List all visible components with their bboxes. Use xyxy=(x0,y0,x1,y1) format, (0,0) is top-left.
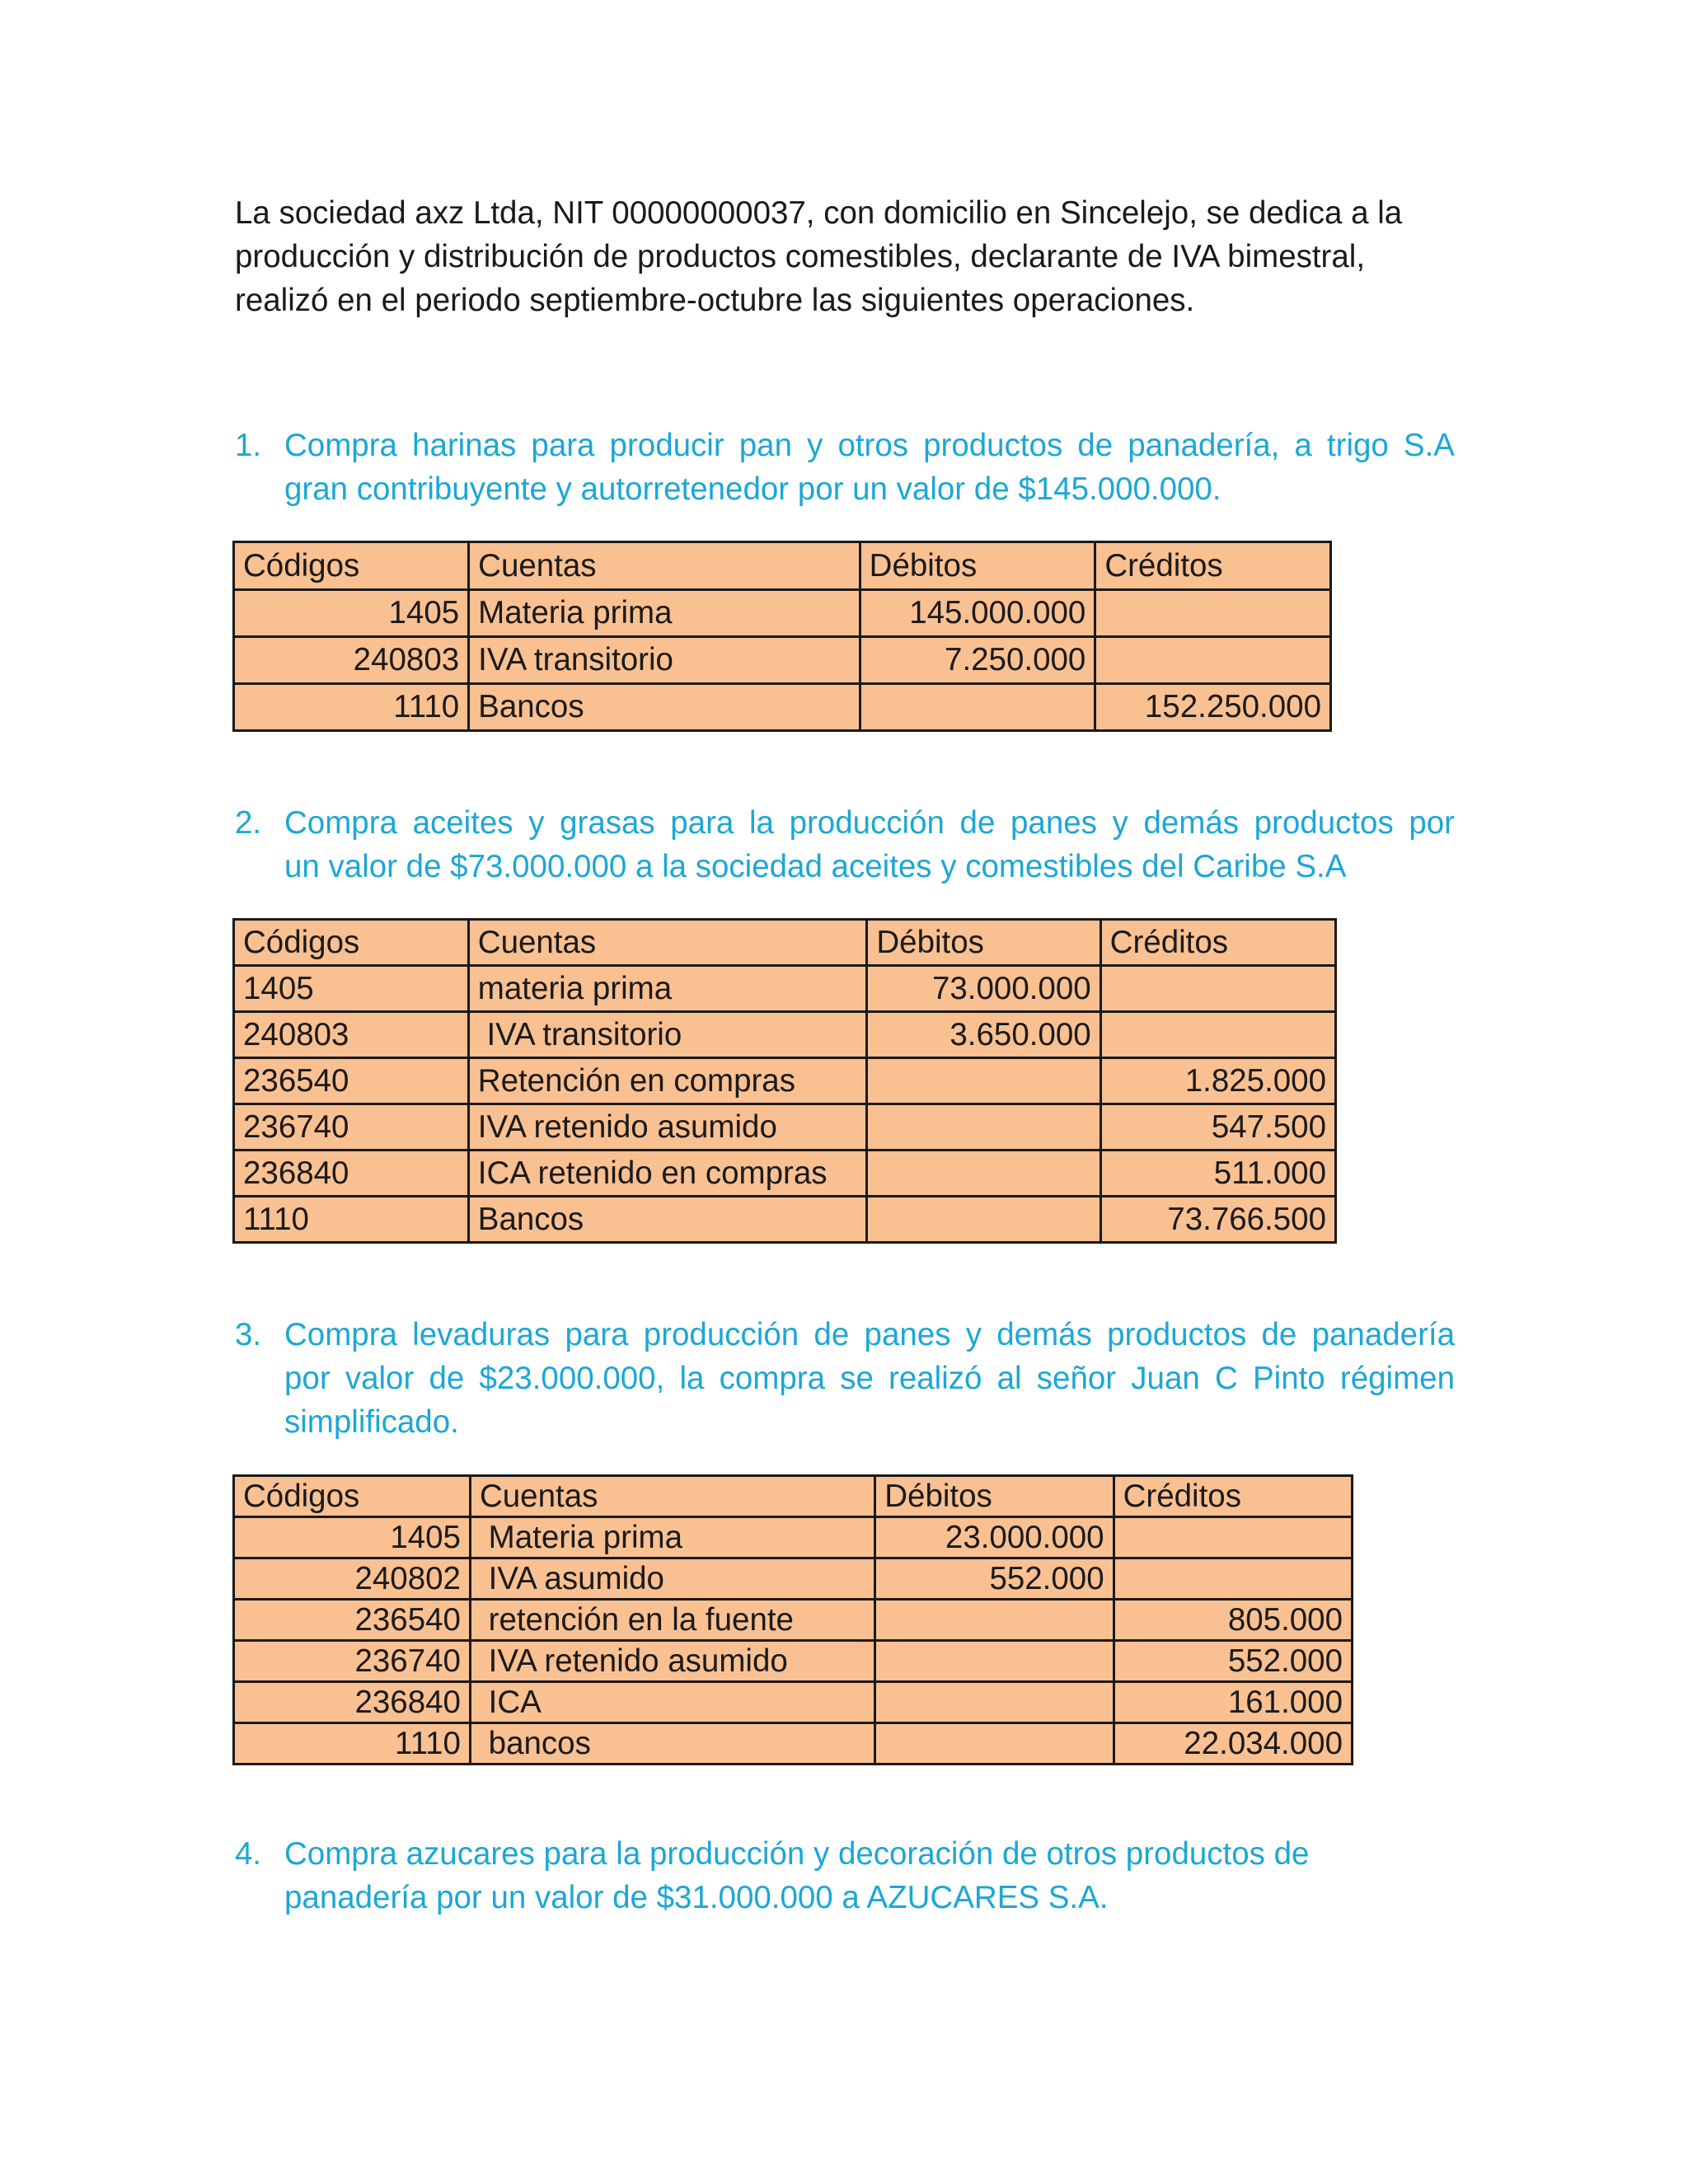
ledger-table-3 xyxy=(232,1474,1353,1765)
list-text xyxy=(284,1832,1455,1919)
list-number: 2. xyxy=(235,805,262,841)
intro-paragraph xyxy=(235,191,1463,322)
intro-line: La sociedad axz Ltda, NIT 00000000037, con domicilio en Sincelejo, se dedica a la xyxy=(235,195,1403,231)
debit-cell: 145.000.000 xyxy=(860,590,1095,637)
credit-cell: 805.000 xyxy=(1114,1600,1352,1641)
debit-cell: 552.000 xyxy=(875,1558,1114,1600)
credit-cell xyxy=(1095,637,1331,684)
debit-cell xyxy=(867,1104,1100,1151)
table-row xyxy=(234,1682,1353,1723)
table-header-row xyxy=(234,1476,1353,1517)
list-item-3 xyxy=(235,1313,1455,1444)
table-row xyxy=(234,1058,1336,1104)
header-cell: Débitos xyxy=(867,920,1100,966)
credit-cell: 22.034.000 xyxy=(1114,1723,1352,1765)
ledger-table-1 xyxy=(232,541,1332,732)
table-row xyxy=(234,1641,1353,1682)
code-cell: 236540 xyxy=(234,1058,469,1104)
code-cell: 236840 xyxy=(234,1682,471,1723)
debit-cell: 3.650.000 xyxy=(867,1012,1100,1058)
list-text-line: gran contribuyente y autorretenedor por un valor de $145.000.000. xyxy=(284,471,1221,507)
credit-cell: 152.250.000 xyxy=(1095,684,1331,731)
header-cell: Créditos xyxy=(1100,920,1335,966)
account-cell: IVA retenido asumido xyxy=(468,1104,867,1151)
list-text-line: Compra levaduras para producción de panes y demás productos de panadería xyxy=(284,1317,1455,1352)
credit-cell xyxy=(1114,1558,1352,1600)
code-cell: 1110 xyxy=(234,1723,471,1765)
list-text-line: por valor de $23.000.000, la compra se realizó al señor Juan C Pinto régimen xyxy=(284,1361,1455,1396)
table-row xyxy=(234,1600,1353,1641)
table-row xyxy=(234,590,1331,637)
table-row xyxy=(234,1104,1336,1151)
list-text-line: Compra azucares para la producción y decoración de otros productos de xyxy=(284,1836,1310,1872)
list-text-line: un valor de $73.000.000 a la sociedad aceites y comestibles del Caribe S.A xyxy=(284,849,1347,884)
list-text-line: Compra aceites y grasas para la producción de panes y demás productos por xyxy=(284,805,1455,841)
table-row xyxy=(234,966,1336,1012)
account-cell: retención en la fuente xyxy=(470,1600,874,1641)
credit-cell: 547.500 xyxy=(1100,1104,1335,1151)
credit-cell xyxy=(1100,1012,1335,1058)
table-header-row xyxy=(234,920,1336,966)
debit-cell xyxy=(875,1641,1114,1682)
table-row xyxy=(234,1517,1353,1558)
account-cell: bancos xyxy=(470,1723,874,1765)
list-number: 4. xyxy=(235,1836,262,1872)
account-cell: Materia prima xyxy=(469,590,860,637)
code-cell: 240803 xyxy=(234,637,469,684)
account-cell: Bancos xyxy=(469,684,860,731)
code-cell: 1110 xyxy=(234,684,469,731)
list-text xyxy=(284,801,1455,888)
header-cell: Débitos xyxy=(875,1476,1114,1517)
list-item-2 xyxy=(235,801,1455,888)
code-cell: 1405 xyxy=(234,590,469,637)
debit-cell xyxy=(867,1151,1100,1197)
account-cell: Retención en compras xyxy=(468,1058,867,1104)
list-text xyxy=(284,1313,1455,1444)
header-cell: Cuentas xyxy=(469,542,860,590)
debit-cell xyxy=(875,1723,1114,1765)
table-row xyxy=(234,637,1331,684)
account-cell: IVA transitorio xyxy=(468,1012,867,1058)
credit-cell: 161.000 xyxy=(1114,1682,1352,1723)
code-cell: 236740 xyxy=(234,1104,469,1151)
table-row xyxy=(234,1012,1336,1058)
credit-cell: 73.766.500 xyxy=(1100,1197,1335,1243)
account-cell: IVA asumido xyxy=(470,1558,874,1600)
account-cell: ICA retenido en compras xyxy=(468,1151,867,1197)
list-item-4 xyxy=(235,1832,1455,1919)
code-cell: 1405 xyxy=(234,966,469,1012)
debit-cell: 73.000.000 xyxy=(867,966,1100,1012)
code-cell: 236540 xyxy=(234,1600,471,1641)
header-cell: Créditos xyxy=(1114,1476,1352,1517)
list-text-line: Compra harinas para producir pan y otros productos de panadería, a trigo S.A xyxy=(284,428,1455,463)
header-cell: Cuentas xyxy=(468,920,867,966)
header-cell: Códigos xyxy=(234,920,469,966)
ledger-table-2 xyxy=(232,918,1337,1244)
debit-cell: 7.250.000 xyxy=(860,637,1095,684)
account-cell: Materia prima xyxy=(470,1517,874,1558)
table-row xyxy=(234,684,1331,731)
code-cell: 240802 xyxy=(234,1558,471,1600)
list-text-line: simplificado. xyxy=(284,1404,459,1440)
debit-cell xyxy=(860,684,1095,731)
account-cell: materia prima xyxy=(468,966,867,1012)
credit-cell: 1.825.000 xyxy=(1100,1058,1335,1104)
credit-cell: 552.000 xyxy=(1114,1641,1352,1682)
code-cell: 240803 xyxy=(234,1012,469,1058)
code-cell: 1110 xyxy=(234,1197,469,1243)
account-cell: IVA retenido asumido xyxy=(470,1641,874,1682)
debit-cell xyxy=(867,1058,1100,1104)
header-cell: Débitos xyxy=(860,542,1095,590)
credit-cell xyxy=(1095,590,1331,637)
header-cell: Códigos xyxy=(234,1476,471,1517)
credit-cell xyxy=(1114,1517,1352,1558)
debit-cell xyxy=(875,1600,1114,1641)
table-row xyxy=(234,1197,1336,1243)
code-cell: 236840 xyxy=(234,1151,469,1197)
intro-line: producción y distribución de productos comestibles, declarante de IVA bimestral, xyxy=(235,239,1366,274)
account-cell: Bancos xyxy=(468,1197,867,1243)
list-number: 1. xyxy=(235,428,262,463)
account-cell: ICA xyxy=(470,1682,874,1723)
credit-cell xyxy=(1100,966,1335,1012)
intro-line: realizó en el periodo septiembre-octubre las siguientes operaciones. xyxy=(235,283,1195,318)
list-item-1 xyxy=(235,424,1455,511)
table-row xyxy=(234,1151,1336,1197)
debit-cell xyxy=(875,1682,1114,1723)
debit-cell xyxy=(867,1197,1100,1243)
code-cell: 1405 xyxy=(234,1517,471,1558)
account-cell: IVA transitorio xyxy=(469,637,860,684)
credit-cell: 511.000 xyxy=(1100,1151,1335,1197)
list-number: 3. xyxy=(235,1317,262,1352)
list-text xyxy=(284,424,1455,511)
table-row xyxy=(234,1723,1353,1765)
table-header-row xyxy=(234,542,1331,590)
header-cell: Códigos xyxy=(234,542,469,590)
table-row xyxy=(234,1558,1353,1600)
code-cell: 236740 xyxy=(234,1641,471,1682)
header-cell: Cuentas xyxy=(470,1476,874,1517)
debit-cell: 23.000.000 xyxy=(875,1517,1114,1558)
list-text-line: panadería por un valor de $31.000.000 a AZUCARES S.A. xyxy=(284,1880,1109,1915)
header-cell: Créditos xyxy=(1095,542,1331,590)
